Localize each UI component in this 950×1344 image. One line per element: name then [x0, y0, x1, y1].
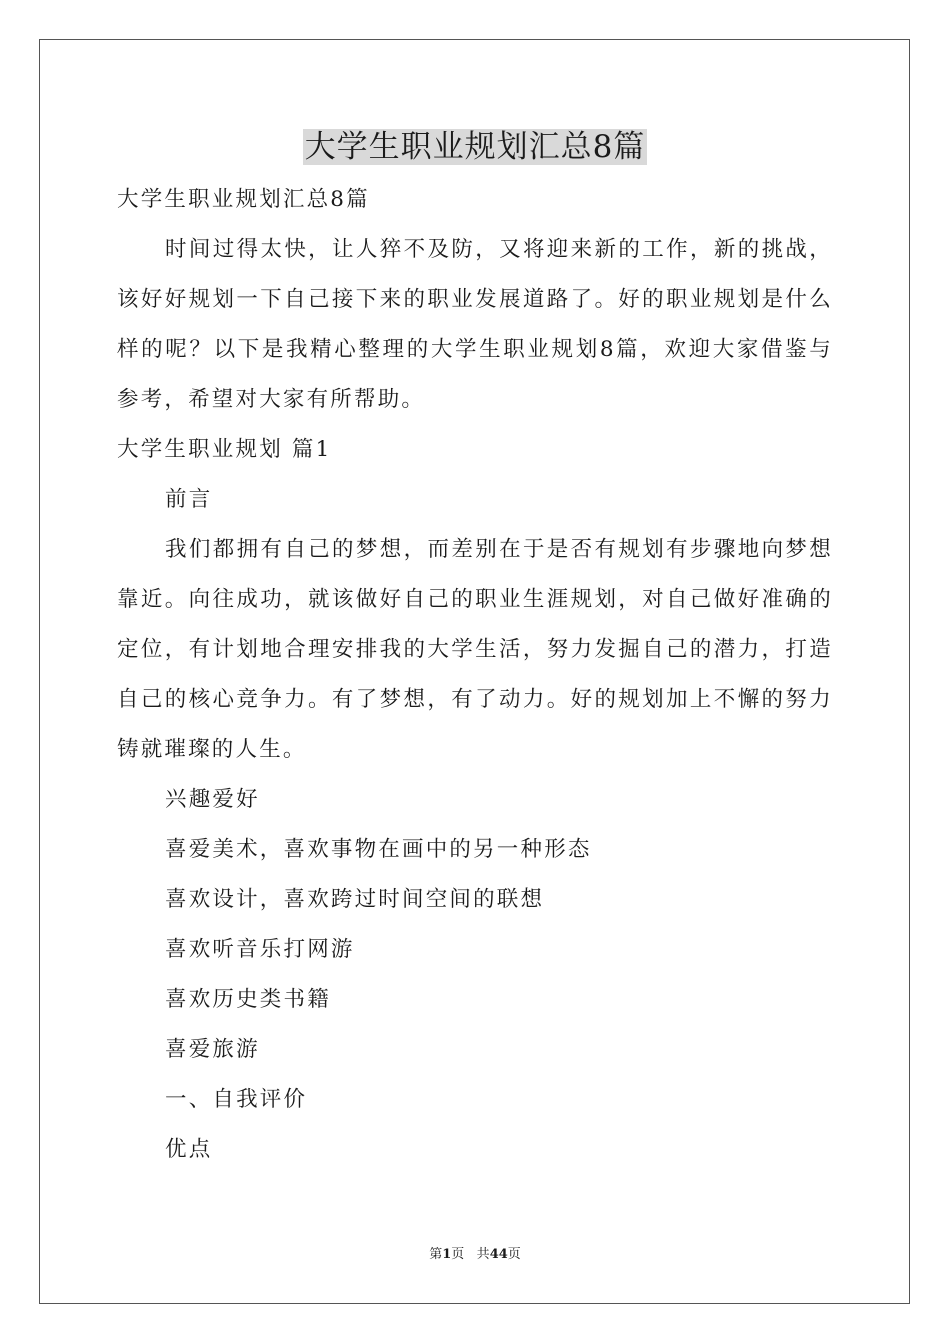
self-evaluation-heading: 一、自我评价	[165, 1087, 308, 1112]
document-title-text: 大学生职业规划汇总8篇	[304, 129, 646, 165]
footer-page-suffix: 页	[451, 1247, 465, 1262]
footer-page-prefix: 第	[429, 1247, 443, 1262]
section-heading: 大学生职业规划 篇1	[117, 437, 332, 462]
page-footer	[0, 1246, 950, 1264]
document-title	[0, 124, 950, 170]
footer-total-prefix: 共	[476, 1247, 490, 1262]
document-subtitle: 大学生职业规划汇总8篇	[117, 187, 370, 212]
preface-heading: 前言	[165, 487, 213, 512]
footer-total-pages: 44	[489, 1247, 508, 1262]
footer-total-suffix: 页	[507, 1247, 521, 1262]
footer-page-number: 1	[442, 1247, 452, 1262]
strengths-heading: 优点	[165, 1137, 213, 1162]
preface-paragraph: 我们都拥有自己的梦想，而差别在于是否有规划有步骤地向梦想靠近。向往成功，就该做好自己的职业生涯规划，对自己做好准确的定位，有计划地合理安排我的大学生活，努力发掘自己的潜力，打造自己的核心竞争力。有了梦想，有了动力。好的规划加上不懈的努力铸就璀璨的人生。	[117, 537, 833, 762]
hobby-item: 喜欢历史类书籍	[165, 987, 331, 1012]
hobby-item: 喜爱美术，喜欢事物在画中的另一种形态	[165, 837, 592, 862]
intro-paragraph: 时间过得太快，让人猝不及防，又将迎来新的工作，新的挑战，该好好规划一下自己接下来的职业发展道路了。好的职业规划是什么样的呢？以下是我精心整理的大学生职业规划8篇，欢迎大家借鉴与参考，希望对大家有所帮助。	[117, 237, 833, 412]
hobby-item: 喜爱旅游	[165, 1037, 260, 1062]
hobbies-heading: 兴趣爱好	[165, 787, 260, 812]
document-body	[117, 175, 833, 1175]
hobby-item: 喜欢听音乐打网游	[165, 937, 355, 962]
hobby-item: 喜欢设计，喜欢跨过时间空间的联想	[165, 887, 545, 912]
